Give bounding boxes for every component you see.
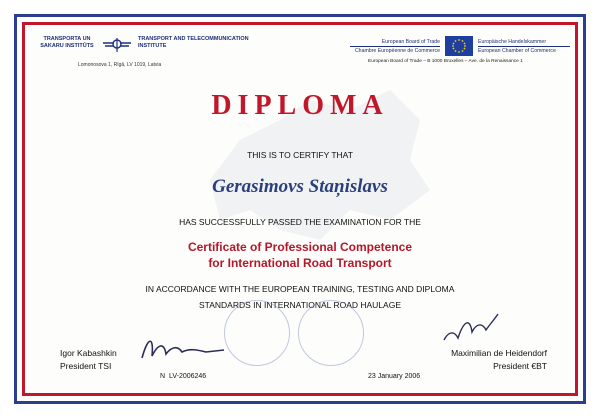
left-signature bbox=[138, 330, 228, 366]
accordance-line-1: IN ACCORDANCE WITH THE EUROPEAN TRAINING, TESTING AND DIPLOMA bbox=[145, 284, 455, 294]
left-signatory-title: President TSI bbox=[60, 361, 112, 371]
right-signature bbox=[440, 310, 500, 350]
number-value: LV-2006246 bbox=[168, 373, 207, 380]
ebt-name-fr: Chambre Européenne de Commerce bbox=[354, 48, 440, 54]
certify-line: THIS IS TO CERTIFY THAT bbox=[247, 150, 353, 160]
right-signatory-name: Maximilian de Heidendorf bbox=[451, 348, 547, 358]
left-signatory-name: Igor Kabashkin bbox=[60, 348, 117, 358]
ebt-name-en2: European Chamber of Commerce bbox=[478, 48, 556, 54]
issue-date: 23 January 2006 bbox=[368, 373, 421, 380]
right-signatory bbox=[427, 347, 547, 373]
ebt-names-left bbox=[350, 38, 440, 55]
right-signatory-title: President €BT bbox=[493, 361, 547, 371]
ebt-address: European Board of Trade – B 1000 Bruxelles – Ave. de la Renaissance 1 bbox=[368, 59, 523, 64]
tsi-name-lv: TRANSPORTA UN SAKARU INSTITŪTS bbox=[40, 36, 94, 49]
ebt-name-en: European Board of Trade bbox=[350, 38, 440, 47]
certificate-line-2: for International Road Transport bbox=[208, 256, 392, 270]
holder-name: Gerasimovs Staņislavs bbox=[212, 176, 388, 197]
tsi-name-en: TRANSPORT AND TELECOMMUNICATION INSTITUTE bbox=[138, 36, 249, 49]
ebt-name-de: Europäische Handelskammer bbox=[478, 38, 570, 47]
tsi-address: Lomonosova 1, Rīgā, LV 1019, Latvia bbox=[78, 62, 162, 68]
tsi-header bbox=[36, 36, 276, 76]
ebt-names-right bbox=[478, 38, 570, 55]
left-signatory bbox=[60, 347, 117, 373]
accordance-line-2: STANDARDS IN INTERNATIONAL ROAD HAULAGE bbox=[199, 300, 401, 310]
passed-line: HAS SUCCESSFULLY PASSED THE EXAMINATION FOR THE bbox=[179, 217, 421, 227]
tsi-stamp bbox=[224, 300, 290, 366]
diploma-title: DIPLOMA bbox=[211, 90, 389, 121]
certificate-line-1: Certificate of Professional Competence bbox=[187, 240, 413, 254]
tsi-logo-icon bbox=[102, 34, 132, 56]
diploma-number bbox=[160, 373, 206, 380]
eu-flag-icon bbox=[445, 36, 473, 56]
ebt-header bbox=[350, 36, 570, 76]
number-label: N bbox=[160, 373, 166, 380]
ebt-stamp bbox=[298, 300, 364, 366]
